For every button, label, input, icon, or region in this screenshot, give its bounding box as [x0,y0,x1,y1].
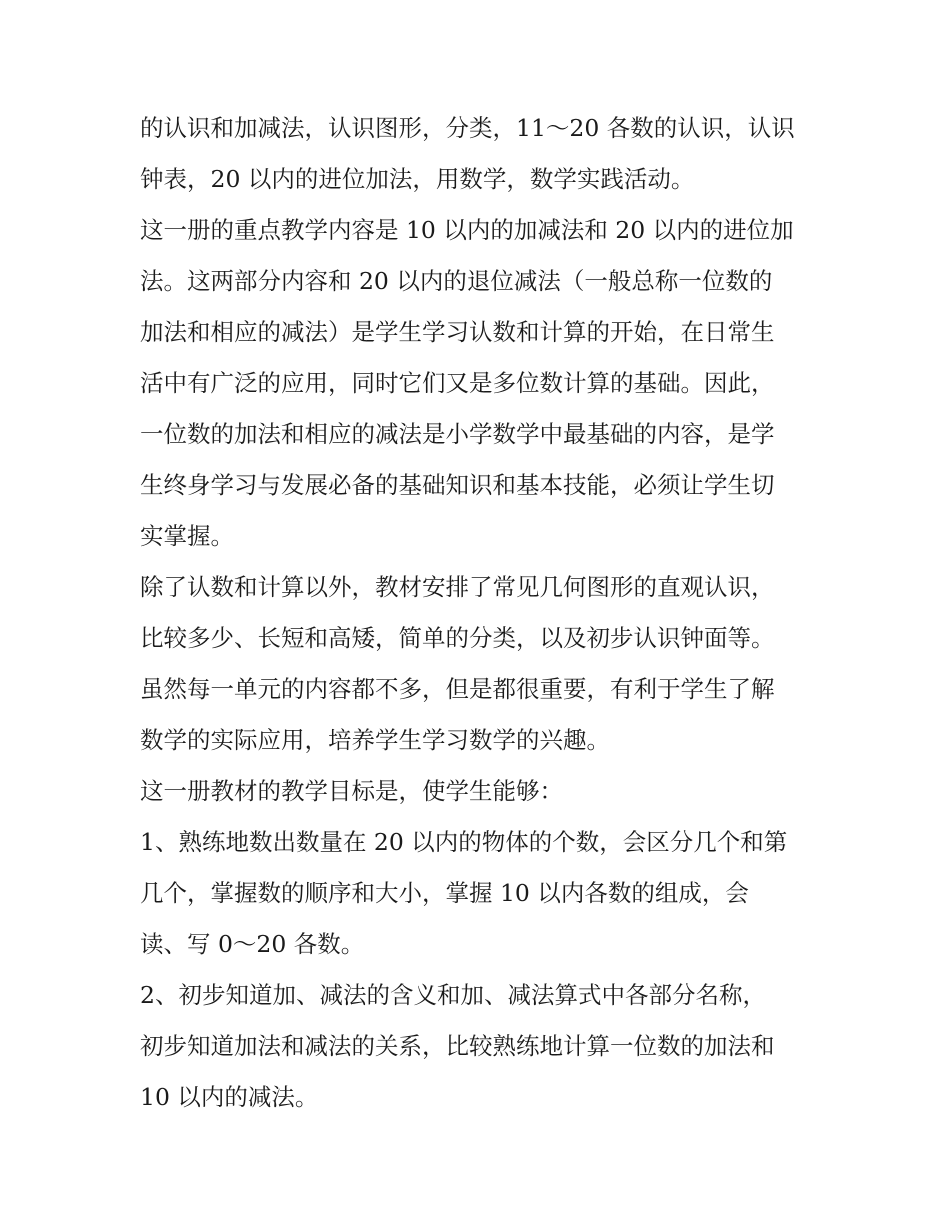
text-line: 法。这两部分内容和 20 以内的退位减法（一般总称一位数的 [140,267,773,295]
text-line: 生终身学习与发展必备的基础知识和基本技能，必须让学生切 [140,471,775,499]
text-line: 的认识和加减法，认识图形，分类，11～20 各数的认识，认识 [140,114,795,142]
text-line: 这一册的重点教学内容是 10 以内的加减法和 20 以内的进位加 [140,216,794,244]
text-line: 10 以内的减法。 [140,1083,319,1111]
text-line: 活中有广泛的应用，同时它们又是多位数计算的基础。因此， [140,369,775,397]
text-line: 一位数的加法和相应的减法是小学数学中最基础的内容，是学 [140,420,775,448]
text-line: 钟表，20 以内的进位加法，用数学，数学实践活动。 [140,165,695,193]
document-body [140,103,820,1123]
text-line: 几个，掌握数的顺序和大小，掌握 10 以内各数的组成，会 [140,879,749,907]
text-line: 除了认数和计算以外，教材安排了常见几何图形的直观认识， [140,573,775,601]
text-line: 虽然每一单元的内容都不多，但是都很重要，有利于学生了解 [140,675,775,703]
text-line: 这一册教材的教学目标是，使学生能够： [140,777,563,805]
text-line: 2、初步知道加、减法的含义和加、减法算式中各部分名称， [140,981,766,1009]
text-line: 加法和相应的减法）是学生学习认数和计算的开始，在日常生 [140,318,775,346]
text-line: 数学的实际应用，培养学生学习数学的兴趣。 [140,726,610,754]
text-line: 比较多少、长短和高矮，简单的分类，以及初步认识钟面等。 [140,624,775,652]
text-line: 1、熟练地数出数量在 20 以内的物体的个数，会区分几个和第 [140,828,788,856]
text-line: 读、写 0～20 各数。 [140,930,365,958]
text-line: 初步知道加法和减法的关系，比较熟练地计算一位数的加法和 [140,1032,775,1060]
text-line: 实掌握。 [140,522,234,550]
